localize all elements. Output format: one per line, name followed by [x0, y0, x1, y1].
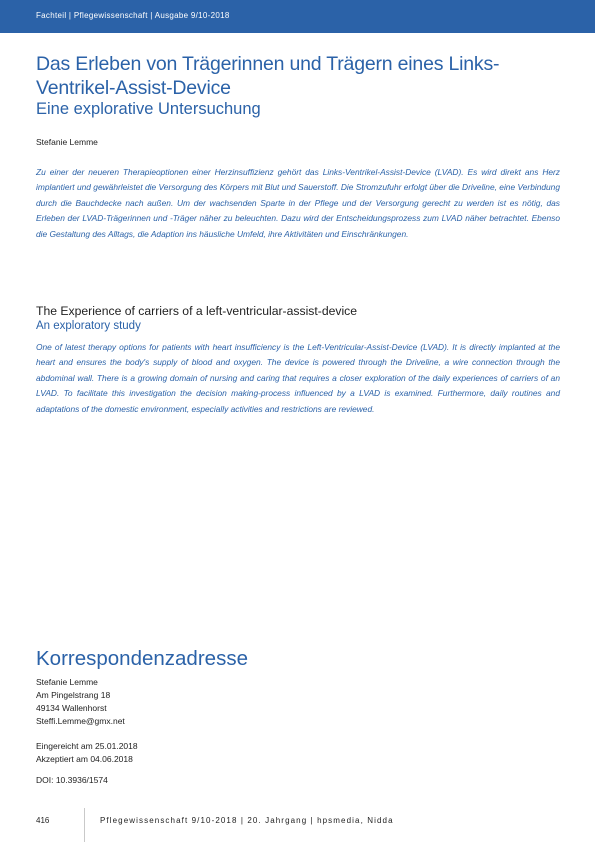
- abstract-german: Zu einer der neueren Therapieoptionen einer Herzinsuffizienz gehört das Links-Ventrikel-Assist-Device (LVAD). Es wird direkt ans Herz implantiert und gewährleistet die Versorgung des Körpers mit Blut und Sauerstoff. Die Stromzufuhr erfolgt über die Driveline, eine Verbindung durch die Bauchdecke nach außen. Um der wachsenden Sparte in der Pflege und der Versorgung gerecht zu werden ist es nötig, das Erleben der LVAD-Trägerinnen und -Träger näher zu beleuchten. Dazu wird der Entscheidungsprozess zum LVAD näher betrachtet. Ebenso die Gestaltung des Alltags, die Adaption ins häusliche Umfeld, ihre Aktivitäten und Einschränkungen.: [36, 167, 560, 239]
- english-subtitle: An exploratory study: [36, 320, 141, 332]
- footer-divider: [84, 808, 85, 842]
- header-bar: [0, 0, 595, 33]
- correspondence-street: Am Pingelstrang 18: [36, 690, 111, 700]
- correspondence-name: Stefanie Lemme: [36, 677, 98, 687]
- accepted-date: Akzeptiert am 04.06.2018: [36, 754, 133, 764]
- correspondence-email[interactable]: Steffi.Lemme@gmx.net: [36, 716, 125, 726]
- author-name: Stefanie Lemme: [36, 137, 98, 147]
- correspondence-city: 49134 Wallenhorst: [36, 703, 107, 713]
- english-title: The Experience of carriers of a left-ventricular-assist-device: [36, 304, 358, 318]
- received-date: Eingereicht am 25.01.2018: [36, 741, 138, 751]
- correspondence-heading: Korrespondenzadresse: [36, 647, 248, 670]
- abstract-english: One of latest therapy options for patients with heart insufficiency is the Left-Ventricular-Assist-Device (LVAD). It is directly implanted at the heart and ensures the body's supply of blood and oxygen. The device is powered through the Driveline, a wire connection through the abdominal wall. There is a growing domain of nursing and caring that requires a closer exploration of the daily experiences of carriers of an LVAD. To facilitate this investigation the decision making-process influenced by a LVAD is examined. Furthermore, daily routines and adaptations of the domestic environment, especially activities and restrictions are reviewed.: [36, 342, 560, 414]
- running-head: Fachteil | Pflegewissenschaft | Ausgabe 9/10-2018: [36, 11, 230, 20]
- journal-footer: Pflegewissenschaft 9/10-2018 | 20. Jahrgang | hpsmedia, Nidda: [100, 816, 394, 825]
- doi: DOI: 10.3936/1574: [36, 775, 108, 785]
- page-number: 416: [36, 816, 50, 825]
- article-subtitle: Eine explorative Untersuchung: [36, 100, 261, 118]
- article-title: Das Erleben von Trägerinnen und Trägern eines Links-Ventrikel-Assist-Device: [36, 53, 500, 99]
